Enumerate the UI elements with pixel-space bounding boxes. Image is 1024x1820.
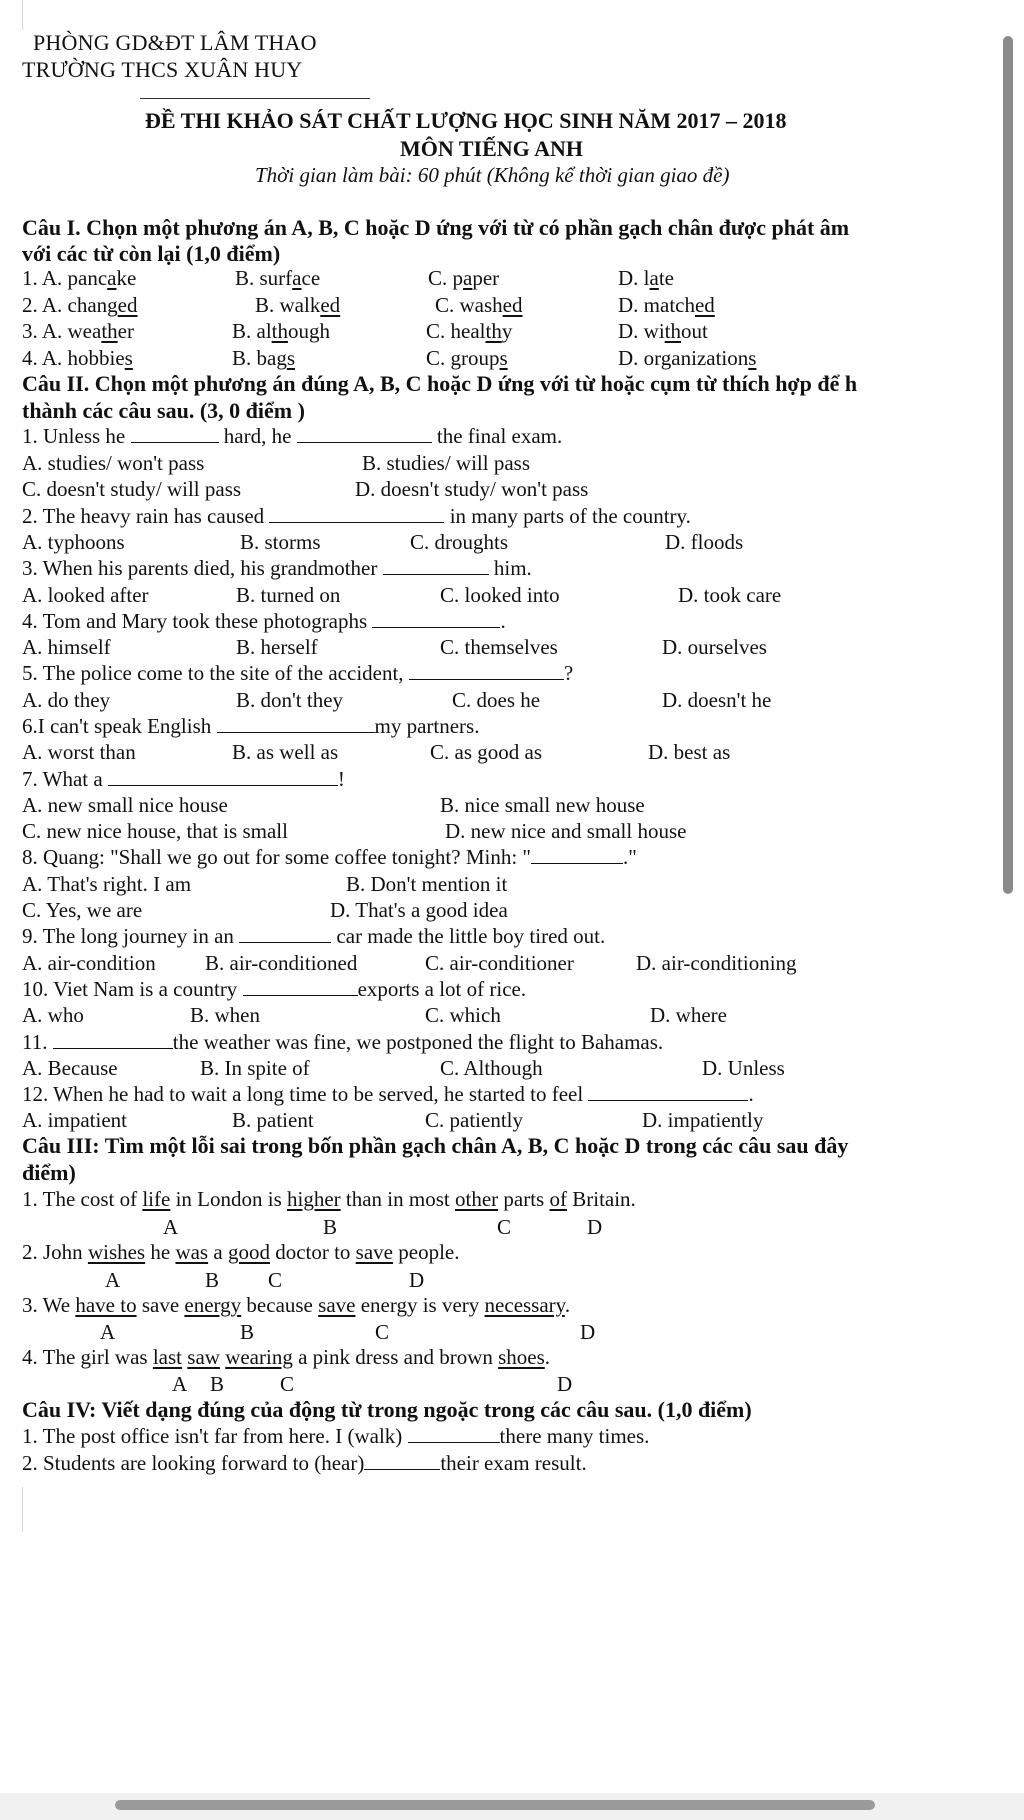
s2-q4-opt-a: A. himself [22,635,111,659]
s3-q1-letter-c: C [497,1215,512,1239]
s2-q3-opt-b: B. turned on [236,583,341,607]
s3-q3: 3. We have to save energy because save energy is very necessary. [22,1293,571,1317]
s2-q11-opt-a: A. Because [22,1056,118,1080]
s2-q5-opt-d: D. doesn't he [662,688,772,712]
s1-q1-a: 1. A. pancake [22,266,137,290]
page-edge-bottom [0,1487,23,1532]
s2-q5: 5. The police come to the site of the accident, ? [22,661,574,685]
horizontal-scrollbar[interactable] [115,1800,875,1810]
s2-q1-opt-a: A. studies/ won't pass [22,451,205,475]
s2-q2-opt-d: D. floods [665,530,744,554]
s1-q1-c: C. paper [428,266,500,290]
dept-name: PHÒNG GD&ĐT LÂM THAO [33,30,317,55]
time-note: Thời gian làm bài: 60 phút (Không kể thời gian giao đề) [255,163,730,187]
s3-q3-letter-c: C [375,1320,390,1344]
s2-q9-opt-d: D. air-conditioning [636,951,797,975]
s3-q2: 2. John wishes he was a good doctor to save people. [22,1240,460,1264]
s2-q6-opt-a: A. worst than [22,740,136,764]
s2-q12-opt-b: B. patient [232,1108,314,1132]
s3-q4: 4. The girl was last saw wearing a pink dress and brown shoes. [22,1345,551,1369]
page-edge-top [0,0,23,30]
s2-q10: 10. Viet Nam is a country exports a lot of rice. [22,977,527,1001]
s2-q11: 11. the weather was fine, we postponed the flight to Bahamas. [22,1030,664,1054]
s3-q4-letter-b: B [210,1372,225,1396]
s3-q3-letter-d: D [580,1320,596,1344]
s1-q4-c: C. groups [426,346,508,370]
s2-q8-opt-a: A. That's right. I am [22,872,192,896]
s2-q7: 7. What a ! [22,767,345,791]
s2-q1-opt-b: B. studies/ will pass [362,451,531,475]
s3-q1-letter-a: A [163,1215,179,1239]
s2-q10-opt-c: C. which [425,1003,501,1027]
s2-q11-opt-b: B. In spite of [200,1056,310,1080]
s2-q3: 3. When his parents died, his grandmother him. [22,556,532,580]
s2-q6-opt-d: D. best as [648,740,731,764]
s2-q9: 9. The long journey in an car made the little boy tired out. [22,924,606,948]
s2-q9-opt-b: B. air-conditioned [205,951,358,975]
s3-q4-letter-a: A [172,1372,188,1396]
s1-q2-d: D. matched [618,293,715,317]
s1-q2-c: C. washed [435,293,523,317]
s2-q11-opt-d: D. Unless [702,1056,785,1080]
s2-q10-opt-b: B. when [190,1003,260,1027]
s2-q7-opt-b: B. nice small new house [440,793,645,817]
section-2-title-cont: thành các câu sau. (3, 0 điểm ) [22,398,305,423]
s3-q3-letter-a: A [100,1320,116,1344]
s3-q1: 1. The cost of life in London is higher than in most other parts of Britain. [22,1187,636,1211]
s2-q8-opt-d: D. That's a good idea [330,898,508,922]
vertical-scrollbar[interactable] [1003,36,1013,894]
s2-q1-opt-d: D. doesn't study/ won't pass [355,477,589,501]
s1-q4-a: 4. A. hobbies [22,346,133,370]
s2-q2-opt-b: B. storms [240,530,321,554]
s3-q2-letter-a: A [105,1268,121,1292]
s2-q8-opt-b: B. Don't mention it [346,872,508,896]
s2-q8: 8. Quang: "Shall we go out for some coffee tonight? Minh: " ." [22,845,637,869]
s2-q1: 1. Unless he hard, he the final exam. [22,424,563,448]
s2-q10-opt-a: A. who [22,1003,84,1027]
s2-q2: 2. The heavy rain has caused in many parts of the country. [22,504,691,528]
section-4-title: Câu IV: Viết dạng đúng của động từ trong ngoặc trong các câu sau. (1,0 điểm) [22,1397,752,1422]
s1-q3-a: 3. A. weather [22,319,134,343]
s2-q8-opt-c: C. Yes, we are [22,898,143,922]
s1-q3-d: D. without [618,319,708,343]
s3-q2-letter-d: D [409,1268,425,1292]
s2-q7-opt-c: C. new nice house, that is small [22,819,288,843]
s3-q2-letter-c: C [268,1268,283,1292]
header-divider [140,98,370,99]
s2-q4-opt-c: C. themselves [440,635,558,659]
section-3-title-cont: điểm) [22,1160,76,1185]
s1-q1-b: B. surface [235,266,321,290]
exam-title: ĐỀ THI KHẢO SÁT CHẤT LƯỢNG HỌC SINH NĂM 2017 – 2018 [145,108,787,133]
s2-q3-opt-d: D. took care [678,583,782,607]
s2-q7-opt-a: A. new small nice house [22,793,228,817]
s2-q4-opt-d: D. ourselves [662,635,767,659]
s2-q12-opt-d: D. impatiently [642,1108,764,1132]
section-3-title: Câu III: Tìm một lỗi sai trong bốn phần gạch chân A, B, C hoặc D trong các câu sau đây [22,1133,849,1158]
s1-q1-d: D. late [618,266,674,290]
s2-q3-opt-c: C. looked into [440,583,560,607]
s2-q5-opt-b: B. don't they [236,688,344,712]
s1-q4-b: B. bags [232,346,296,370]
s1-q3-b: B. although [232,319,331,343]
s2-q12-opt-a: A. impatient [22,1108,127,1132]
section-2-title: Câu II. Chọn một phương án đúng A, B, C hoặc D ứng với từ hoặc cụm từ thích hợp để h [22,371,858,396]
s2-q12: 12. When he had to wait a long time to be served, he started to feel . [22,1082,754,1106]
s3-q3-letter-b: B [240,1320,255,1344]
s2-q4-opt-b: B. herself [236,635,318,659]
s2-q9-opt-c: C. air-conditioner [425,951,574,975]
s1-q4-d: D. organizations [618,346,757,370]
s2-q6-opt-b: B. as well as [232,740,339,764]
subject-title: MÔN TIẾNG ANH [400,136,583,161]
s2-q11-opt-c: C. Although [440,1056,543,1080]
s2-q10-opt-d: D. where [650,1003,727,1027]
s2-q12-opt-c: C. patiently [425,1108,523,1132]
s3-q4-letter-d: D [557,1372,573,1396]
s3-q1-letter-d: D [587,1215,603,1239]
s1-q2-b: B. walked [255,293,341,317]
s2-q6: 6.I can't speak English my partners. [22,714,480,738]
s2-q6-opt-c: C. as good as [430,740,542,764]
s2-q1-opt-c: C. doesn't study/ will pass [22,477,242,501]
s3-q4-letter-c: C [280,1372,295,1396]
section-1-title: Câu I. Chọn một phương án A, B, C hoặc D ứng với từ có phần gạch chân được phát âm [22,215,850,240]
s1-q2-a: 2. A. changed [22,293,138,317]
s1-q3-c: C. healthy [426,319,513,343]
s4-q2: 2. Students are looking forward to (hear) their exam result. [22,1451,587,1475]
s3-q2-letter-b: B [205,1268,220,1292]
s4-q1: 1. The post office isn't far from here. I (walk) there many times. [22,1424,650,1448]
s2-q7-opt-d: D. new nice and small house [445,819,687,843]
s2-q5-opt-a: A. do they [22,688,111,712]
s2-q2-opt-c: C. droughts [410,530,509,554]
s2-q4: 4. Tom and Mary took these photographs . [22,609,506,633]
s2-q5-opt-c: C. does he [452,688,541,712]
s3-q1-letter-b: B [323,1215,338,1239]
s2-q2-opt-a: A. typhoons [22,530,125,554]
s2-q3-opt-a: A. looked after [22,583,149,607]
school-name: TRƯỜNG THCS XUÂN HUY [22,57,303,82]
section-1-title-cont: với các từ còn lại (1,0 điểm) [22,241,281,266]
s2-q9-opt-a: A. air-condition [22,951,156,975]
